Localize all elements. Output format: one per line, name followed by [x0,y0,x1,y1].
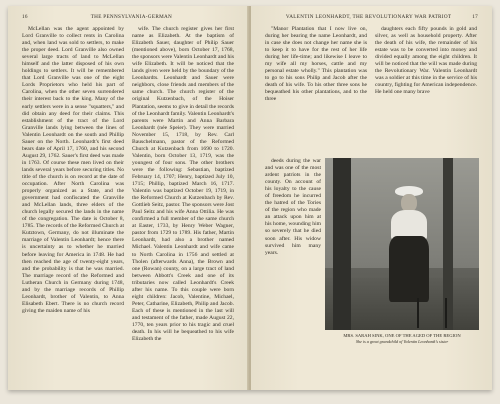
page-number: 16 [22,14,28,20]
photograph [325,158,479,330]
caption-title: MRS. SARAH SINK, ONE OF THE AGED OF THE REGION [343,333,461,338]
text-column [265,158,321,382]
text-column [132,26,234,382]
text-column [22,26,124,382]
paragraph: deeds during the war and was one of the most ardent patriots in the county. On account of his loyalty to the cause of freedom he incurred the hatred of the Tories of the region who made an attack upon him at his home, wounding him so severely that he died soon after. His widow survived him many years. [265,158,321,256]
left-running-head [22,14,235,20]
paragraph: "Manor Plantation that I now live on, during her bearing the name Leonhardt, and in case she does not change her name she is to keep it to have for the rest of her life during her life-time; and likewise I leave to my wife all my horses, cattle and my personal estate wholly." This plantation was to go to his sons Philip and Jacob after the death of his wife. To his other three sons he bequeathed his other plantations, and to the three [265,26,367,103]
text-column [265,26,367,154]
paragraph: daughters each fifty pounds in gold and silver, as well as household property. After the death of his wife, the remainder of his estate was to be converted into money and divided equally among the eight children. It will be noticed that the will was made during the Revolutionary War. Valentin Leonhardt was a soldier at this time in the service of his country, fighting for American independence. He held one many brave [375,26,477,96]
text-column [375,26,477,154]
caption-subtitle: She is a great grandchild of Valentin Leonhardt's sister [355,339,449,344]
tree-trunk [333,158,351,330]
left-page [8,6,249,390]
right-running-head [265,14,478,20]
running-title: THE PENNSYLVANIA-GERMAN [90,14,173,20]
running-title: VALENTIN LEONHARDT, THE REVOLUTIONARY WAR PATRIOT [285,14,452,20]
seated-woman [389,186,429,304]
book-spread [8,6,492,390]
paragraph: McLellan was the agent appointed by Lord Granville to collect rents in Carolina and, when land was sold to settlers, to make the proper deed. Lord Granville also owned several large tracts of land to McLellan himself and the latter disposed of his own holdings to settlers. It will be remembered that Lord Granville was one of the eight Lords Proprietors who held his part of Carolina, when the other seven surrendered their interest back to the king. Many of the early settlers were in a sense "squatters," and did obtain any deed for their claims. This establishment of the tract of the Lord Granville lands lying between the lines of Valentin Leonhardt on the south and Phillip Sauer on the North. Leonhardt's first deed bears date of April 17, 1760, and his second August 29, 1762. Sauer's first deed was made in 1763. Of course these men lived on their lands several years before securing titles. No title of the church is on record at the date of occupation. After North Carolina was properly organized as a State, and the government had confiscated the Granville and McLellan lands, three elders of the church legally secured the lands in the name of the congregation. The date is October 8, 1785. The records of the Reformed Church at Kutztown, Germany, do not illuminate the marriage of Valentin Leonhardt; hence there is uncertainty as to whether he married before leaving for America in 1748. He had then reached the age of twenty-eight years, and the probability is that he was married. The marriage record of the Reformed and Lutheran Church in Germany during 1748, and by the marriage records of Phillip Leonhardt, brother of Valentin, to Anna Elisabeth Ebert. There is no church record giving the maiden name of his [22,26,124,314]
paragraph: wife. The church register gives her first name as Elizabeth. At the baptism of Elizabeth Sauer, daughter of Philip Sauer (mentioned above), born October 17, 1768, the sponsors were Valentin Leonhardt and his wife Elizabeth. It will be noticed that the lands given were held by the boundary of the Leonhardts. Leonhardt and Sauer were neighbors, close friends and members of the same church. The church register of the original Kutzenbach, of the Hoiser Plantation, seems to give in detail the records of the Leonhardt family. Valentin Leonhardt's parents were Martin and Anna Barbara Leonhardt (née Speier). They were married November 15, 1718, by Rev. Carl Bauschelmann, pastor of the Reformed Church at Kutzenbach from 1690 to 1720. Valentin, born October 13, 1719, was the youngest of four sons. The other brothers were the following: Sebastian, baptized February 14, 1707; Henry, baptized July 10, 1715; Phillip, baptized March 16, 1717. Valentin was baptized October 19, 1719, in the Reformed Church at Kutzenbach by Rev. Gottlieb Seitz, pastor. The sponsors were Jost Paul Seitz and his wife Anna Ottilia. He was confirmed a full member of the same church at Easter, 1733, by Henry Weber Wagner, pastor from 1729 to 1789. His father, Martin Leonhardt, had also a brother named Michael. Valentin Leonhardt and wife came to North Carolina in 1756 and settled at Tholen (afterwards Anna), the Brown and one (Rowan) county, on a large tract of land between Abbott's Creek and one of its tributaries now called Leonhardt's Creek after his name. To this couple were born eight children: Jacob, Valentine, Michael, Peter, Catharine, Elizabeth, Philip and Jacob. Each of these is mentioned in the last will and testament of the father, made August 22, 1770, ten years prior to his tragic and cruel death. In his will he bequeathed to his wife Elizabeth the [132,26,234,343]
page-number: 17 [472,14,478,20]
right-page [251,6,492,390]
photo-caption [325,333,479,345]
